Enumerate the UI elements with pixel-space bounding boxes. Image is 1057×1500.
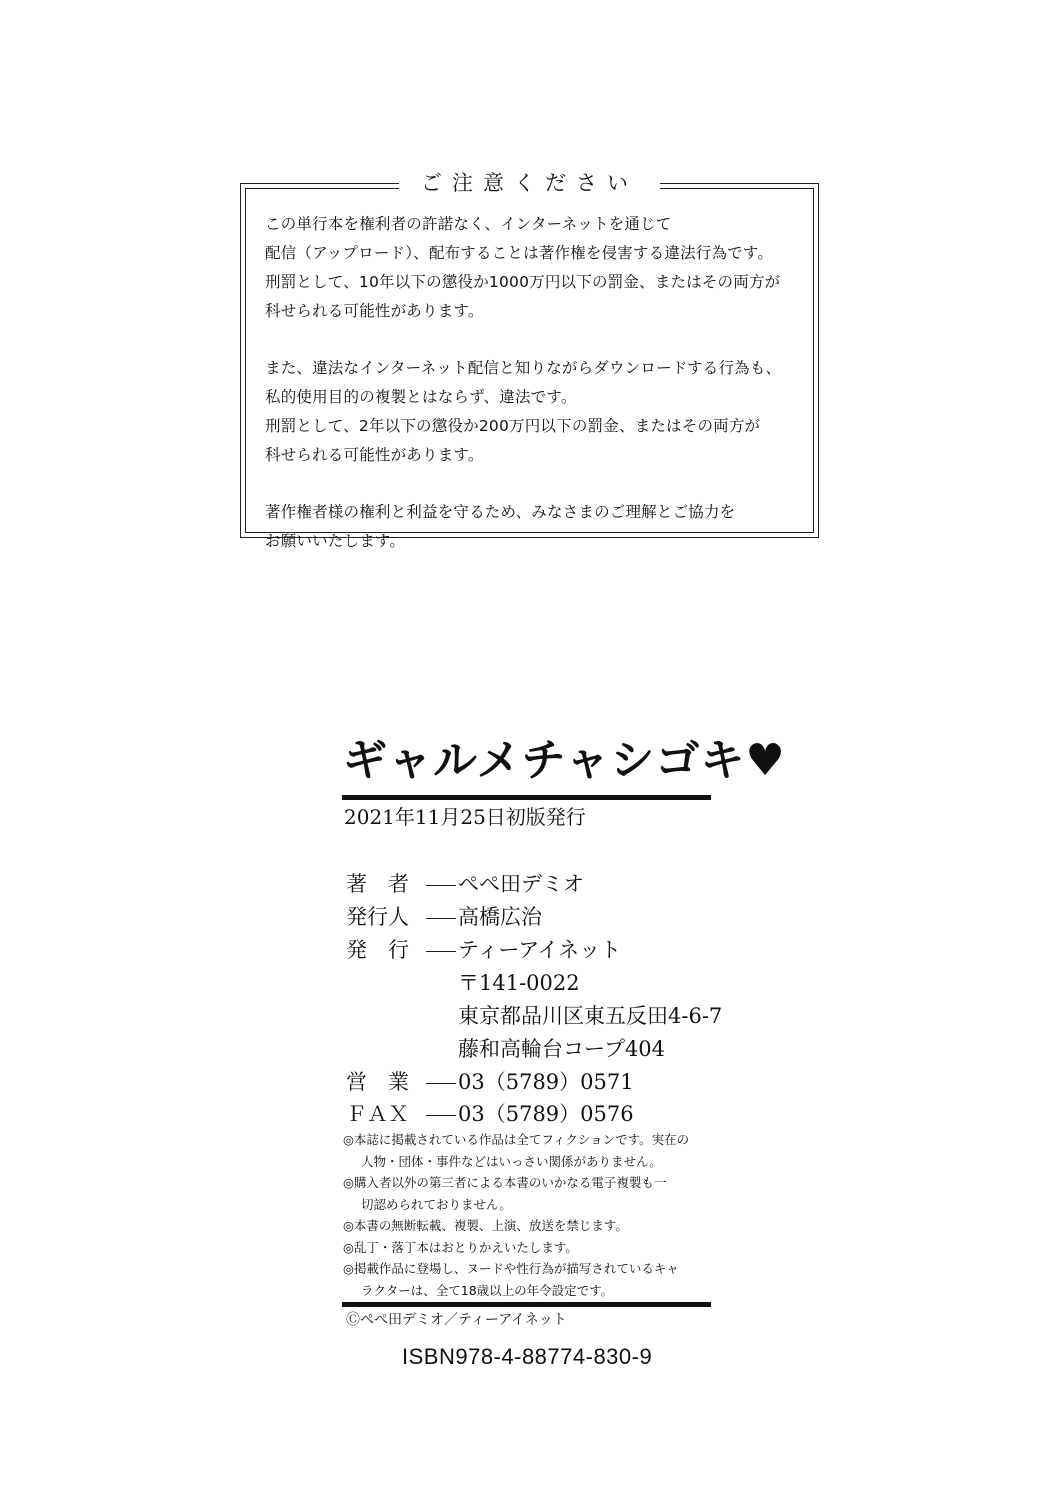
copyright: Ⓒぺぺ田デミオ／ティーアイネット (346, 1312, 567, 1328)
book-title: ギャルメチャシゴキ (343, 735, 746, 786)
dash-separator (426, 951, 456, 952)
publication-date: 2021年11月25日初版発行 (344, 805, 586, 829)
note-line: ◎本誌に掲載されている作品は全てフィクションです。実在の (343, 1132, 690, 1147)
dash-separator (426, 1115, 456, 1116)
notice-body (265, 210, 800, 584)
credit-author-row (346, 870, 584, 898)
publisher-label: 発 行 (346, 938, 409, 962)
note-line: 切認められておりません。 (361, 1196, 512, 1212)
address-line-2: 藤和高輪台コープ404 (458, 1037, 666, 1061)
note-line: ◎購入者以外の第三者による本書のいかなる電子複製も一 (343, 1175, 667, 1190)
credit-publisher-person-row (346, 903, 542, 931)
notice-title: ご注意ください (399, 170, 660, 196)
publisher-person-label: 発行人 (346, 905, 409, 929)
dash-separator (426, 1083, 456, 1084)
note-line: ◎掲載作品に登場し、ヌードや性行為が描写されているキャ (343, 1261, 679, 1276)
notice-box (240, 171, 819, 550)
fax-label: ＦＡＸ (346, 1102, 409, 1126)
notice-paragraph-2: また、違法なインターネット配信と知りながらダウンロードする行為も、 私的使用目的の複製とはならず、違法です。 刑罰として、2年以下の懲役か200万円以下の罰金、またはその両方が 科せられる可能性があります。 (265, 359, 782, 464)
title-rule (342, 795, 711, 800)
fax-number: 03（5789）0576 (458, 1102, 634, 1126)
credit-sales-row (346, 1068, 634, 1096)
book-title-line (343, 734, 786, 788)
notice-paragraph-3: 著作権者様の権利と利益を守るため、みなさまのご理解とご協力を お願いいたします。 (265, 503, 736, 550)
address-line-1: 東京都品川区東五反田4-6-7 (458, 1004, 723, 1028)
sales-phone: 03（5789）0571 (458, 1070, 634, 1094)
author-name: ぺぺ田デミオ (458, 872, 584, 896)
dash-separator (426, 918, 456, 919)
dash-separator (426, 885, 456, 886)
notice-paragraph-1: この単行本を権利者の許諾なく、インターネットを通じて 配信（アップロード）、配布することは著作権を侵害する違法行為です。 刑罰として、10年以下の懲役か1000万円以下の罰金、またはその両方が 科せられる可能性があります。 (265, 215, 781, 320)
sales-label: 営 業 (346, 1070, 409, 1094)
postal-code: 〒141-0022 (458, 971, 580, 995)
notes-list (343, 1129, 713, 1301)
bottom-rule (342, 1302, 711, 1307)
heart-icon: ♥ (745, 735, 786, 786)
notice-title-wrap (241, 170, 818, 196)
note-line: ◎本書の無断転載、複製、上演、放送を禁じます。 (343, 1218, 628, 1233)
publisher-person-name: 高橋広治 (458, 905, 542, 929)
note-line: ◎乱丁・落丁本はおとりかえいたします。 (343, 1239, 578, 1255)
note-line: ラクターは、全て18歳以上の年令設定です。 (361, 1282, 614, 1298)
note-line: 人物・団体・事件などはいっさい関係がありません。 (361, 1153, 662, 1169)
publisher-name: ティーアイネット (458, 938, 622, 962)
author-label: 著 者 (346, 872, 409, 896)
isbn: ISBN978-4-88774-830-9 (402, 1344, 653, 1369)
credit-fax-row (346, 1100, 634, 1128)
credit-publisher-row (346, 936, 621, 964)
